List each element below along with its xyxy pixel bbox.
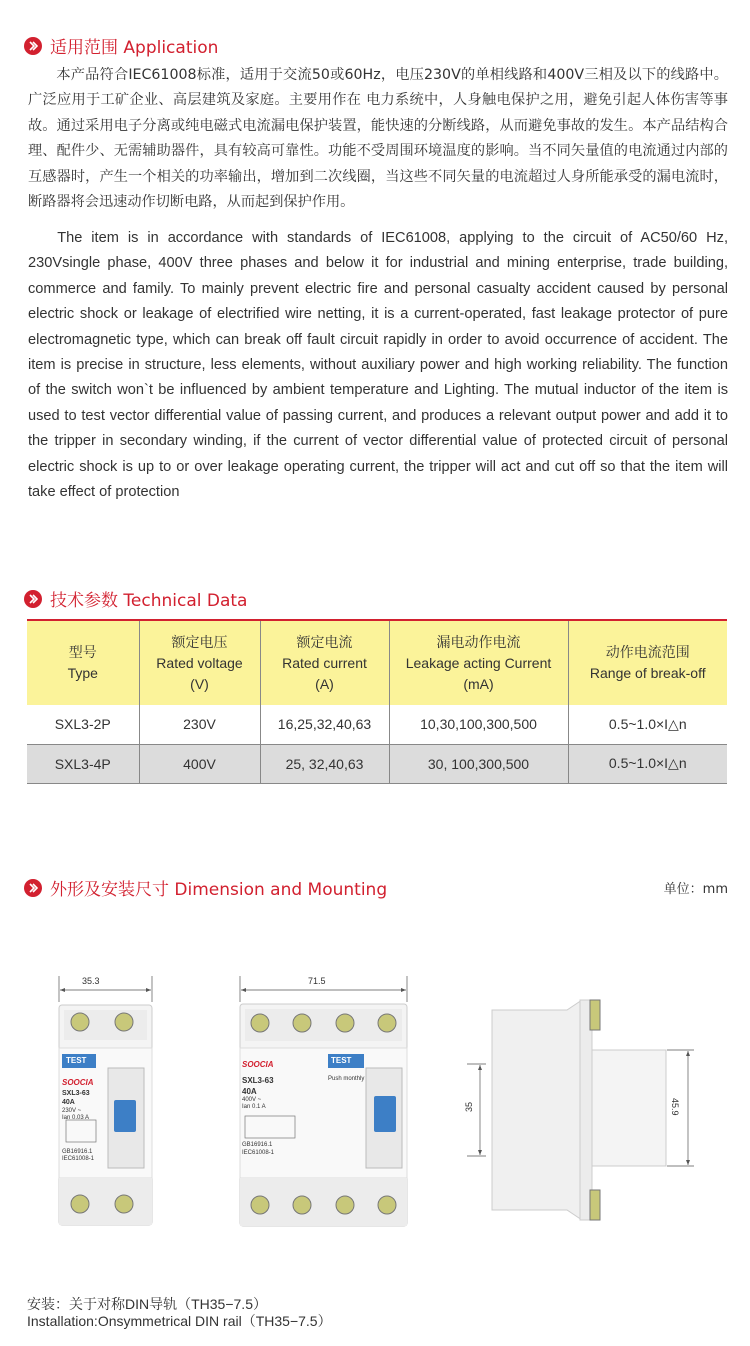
header-type: 型号 Type [27, 621, 139, 705]
dimension-title: 外形及安装尺寸 Dimension and Mounting [50, 880, 388, 900]
install-note-cn: 安装：关于对称DIN导轨（TH35−7.5） [27, 1296, 267, 1312]
cell-voltage: 230V [139, 705, 260, 744]
cell-type: SXL3-2P [27, 705, 139, 744]
ian-label-2p: Ian 0.03 A [62, 1115, 90, 1121]
chevron-right-icon [24, 879, 42, 897]
cell-current: 16,25,32,40,63 [260, 705, 389, 744]
model-label-2p: SXL3-63 [62, 1090, 90, 1097]
model-label-4p: SXL3-63 [242, 1076, 274, 1085]
install-note-en: Installation:Onsymmetrical DIN rail（TH35−7.5） [27, 1313, 332, 1329]
test-button: TEST [331, 1056, 352, 1065]
cell-current: 25, 32,40,63 [260, 744, 389, 783]
brand-logo: SOOCIA [62, 1078, 94, 1087]
test-button: TEST [66, 1056, 87, 1065]
push-monthly-label: Push monthly [328, 1076, 365, 1082]
chevron-right-icon [24, 590, 42, 608]
rating-label-4p: 40A [242, 1087, 257, 1096]
application-para-cn: 本产品符合IEC61008标准，适用于交流50或60Hz，电压230V的单相线路和400V三相及以下的线路中。广泛应用于工矿企业、高层建筑及家庭。主要用作在 电力系统中，人身触电保护之用，避免引起人体伤害等事故。通过采用电子分离或纯电磁式电流漏电保护装置，能快速的分断线路，从而避免事故的发生。本产品结构合理、配件少、无需辅助器件，具有较高可靠性。功能不受周围环境温度的影响。当不同矢量值的电流通过内部的互感器时，产生一个相关的功率输出，增加到二次线圈，当这些不同矢量的电流超过人身所能承受的漏电流时，断路器将会迅速动作切断电路，从而起到保护作用。 [28, 67, 728, 211]
dimension-heading [24, 875, 387, 900]
cell-range: 0.5~1.0×I△n [568, 705, 727, 744]
std-label-2p-1: GB16916.1 [62, 1149, 93, 1155]
table-header-row [27, 621, 727, 705]
technical-table [27, 621, 727, 784]
std-label-4p-1: GB16916.1 [242, 1142, 273, 1148]
table-row [27, 744, 727, 783]
rating-label-2p: 40A [62, 1099, 75, 1106]
technical-heading [24, 586, 247, 611]
technical-title: 技术参数 Technical Data [50, 591, 248, 611]
dim-side-right: 45.9 [670, 1098, 680, 1116]
dim-4p-width: 71.5 [308, 976, 326, 986]
chevron-right-icon [24, 37, 42, 55]
application-heading [24, 33, 218, 58]
application-title: 适用范围 Application [50, 38, 219, 58]
volt-label-4p: 400V ~ [242, 1097, 262, 1103]
brand-logo: SOOCIA [242, 1060, 274, 1069]
cell-leakage: 10,30,100,300,500 [389, 705, 568, 744]
side-view-figure [462, 990, 702, 1230]
dim-2p-width: 35.3 [82, 976, 100, 986]
application-para-en: The item is in accordance with standards of IEC61008, applying to the circuit of AC50/60 Hz, 230Vsingle phase, 400V three phases and below it for industrial and mining enterprise, trade building, commerce and family. To mainly prevent electric fire and personal casualty accident caused by personal electric shock or leakage of electrified wire netting, it is a current-operated, fast leakage protector of pure electromagnetic type, which can break off fault circuit rapidly in order to avoid occurrence of accident. The item is precise in structure, less elements, without auxiliary power and high working reliability. The function of the switch won`t be influenced by ambient temperature and Lighting. The mutual inductor of the item is used to test vector differential value of passing current, and produces a relevant output power and add it to the tripper in secondary winding, if the current of vector differential value of protected circuit of personal electric shock is up to or over leakage operating current, the tripper will act and cut off so that the item will take effect of protection [28, 230, 728, 501]
cell-voltage: 400V [139, 744, 260, 783]
cell-range: 0.5~1.0×I△n [568, 744, 727, 783]
header-leakage: 漏电动作电流 Leakage acting Current (mA) [389, 621, 568, 705]
header-voltage: 额定电压 Rated voltage (V) [139, 621, 260, 705]
cell-type: SXL3-4P [27, 744, 139, 783]
header-range: 动作电流范围 Range of break-off [568, 621, 727, 705]
header-current: 额定电流 Rated current (A) [260, 621, 389, 705]
std-label-2p-2: IEC61008-1 [62, 1156, 95, 1162]
std-label-4p-2: IEC61008-1 [242, 1150, 275, 1156]
dim-side-left: 35 [464, 1101, 474, 1112]
table-row [27, 705, 727, 744]
cell-leakage: 30, 100,300,500 [389, 744, 568, 783]
ian-label-4p: Ian 0.1 A [242, 1104, 266, 1110]
volt-label-2p: 230V ~ [62, 1108, 82, 1114]
unit-label: 单位：mm [663, 882, 728, 897]
